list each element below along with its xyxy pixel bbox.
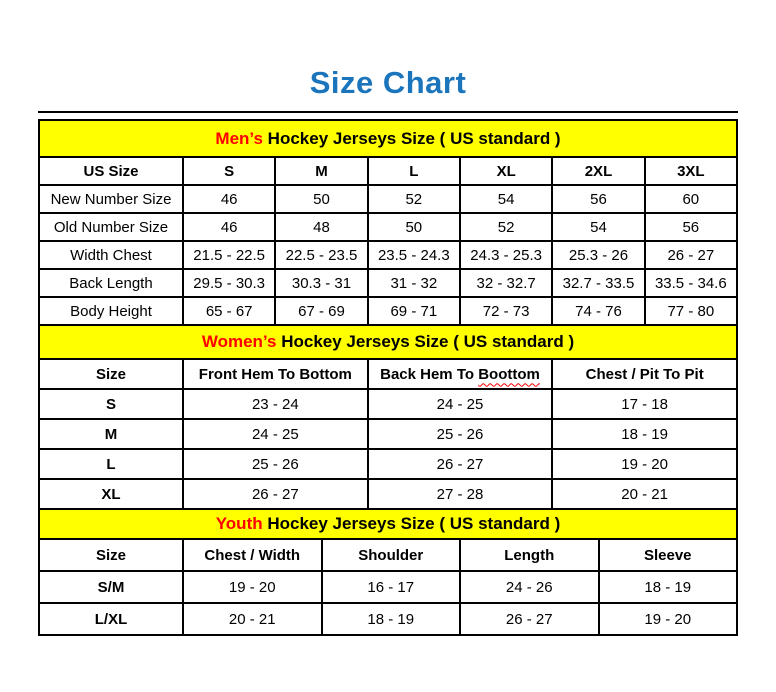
table-cell: 32 - 32.7 — [460, 269, 552, 297]
table-cell: 26 - 27 — [368, 449, 553, 479]
table-cell: 30.3 - 31 — [275, 269, 367, 297]
youth-section-band — [39, 509, 737, 539]
column-header: Sleeve — [599, 539, 738, 571]
table-cell: 32.7 - 33.5 — [552, 269, 644, 297]
table-cell: 18 - 19 — [552, 419, 737, 449]
column-header: 2XL — [552, 157, 644, 185]
table-cell: 56 — [645, 213, 737, 241]
table-cell: 16 - 17 — [322, 571, 461, 603]
table-row — [39, 419, 737, 449]
table-cell: 65 - 67 — [183, 297, 275, 325]
column-header-text: Back Hem To — [380, 365, 479, 383]
table-cell: 69 - 71 — [368, 297, 460, 325]
column-header: Front Hem To Bottom — [183, 359, 368, 389]
row-label: Width Chest — [39, 241, 183, 269]
column-header: S — [183, 157, 275, 185]
table-cell: 26 - 27 — [183, 479, 368, 509]
table-row — [39, 603, 737, 635]
table-cell: 20 - 21 — [183, 603, 322, 635]
womens-section-title-text: Hockey Jerseys Size ( US standard ) — [276, 332, 575, 351]
row-label: Old Number Size — [39, 213, 183, 241]
table-cell: 27 - 28 — [368, 479, 553, 509]
table-cell: 25 - 26 — [183, 449, 368, 479]
table-cell: 24.3 - 25.3 — [460, 241, 552, 269]
mens-header-row — [39, 157, 737, 185]
column-header: 3XL — [645, 157, 737, 185]
womens-header-row — [39, 359, 737, 389]
table-cell: 31 - 32 — [368, 269, 460, 297]
table-cell: 56 — [552, 185, 644, 213]
table-row — [39, 213, 737, 241]
table-cell: 18 - 19 — [599, 571, 738, 603]
table-cell: 24 - 25 — [368, 389, 553, 419]
table-row — [39, 241, 737, 269]
table-cell: 25 - 26 — [368, 419, 553, 449]
youth-section-title-text: Hockey Jerseys Size ( US standard ) — [262, 514, 561, 533]
column-header: Length — [460, 539, 599, 571]
table-cell: 33.5 - 34.6 — [645, 269, 737, 297]
column-header: US Size — [39, 157, 183, 185]
table-cell: 48 — [275, 213, 367, 241]
table-cell: 22.5 - 23.5 — [275, 241, 367, 269]
womens-section-title — [39, 325, 737, 359]
column-header: L — [368, 157, 460, 185]
table-cell: 26 - 27 — [645, 241, 737, 269]
mens-section-title-text: Hockey Jerseys Size ( US standard ) — [262, 128, 561, 148]
table-cell: 50 — [368, 213, 460, 241]
table-cell: 52 — [460, 213, 552, 241]
row-label: L — [39, 449, 183, 479]
column-header: Shoulder — [322, 539, 461, 571]
row-label: S — [39, 389, 183, 419]
table-row — [39, 269, 737, 297]
row-label: New Number Size — [39, 185, 183, 213]
youth-section-title — [39, 509, 737, 539]
table-cell: 50 — [275, 185, 367, 213]
column-header: Size — [39, 359, 183, 389]
misspelled-word: Boottom — [478, 365, 540, 383]
divider-line — [38, 111, 738, 113]
table-cell: 54 — [552, 213, 644, 241]
column-header: Size — [39, 539, 183, 571]
table-cell: 25.3 - 26 — [552, 241, 644, 269]
table-cell: 21.5 - 22.5 — [183, 241, 275, 269]
table-cell: 26 - 27 — [460, 603, 599, 635]
column-header: M — [275, 157, 367, 185]
table-cell: 77 - 80 — [645, 297, 737, 325]
column-header: Chest / Pit To Pit — [552, 359, 737, 389]
table-cell: 29.5 - 30.3 — [183, 269, 275, 297]
youth-header-row — [39, 539, 737, 571]
womens-section-title-accent: Women’s — [201, 332, 277, 351]
table-cell: 17 - 18 — [552, 389, 737, 419]
column-header — [368, 359, 553, 389]
youth-size-table — [38, 508, 738, 636]
youth-section-title-accent: Youth — [215, 514, 263, 533]
womens-section-band — [39, 325, 737, 359]
table-cell: 20 - 21 — [552, 479, 737, 509]
row-label: XL — [39, 479, 183, 509]
table-cell: 18 - 19 — [322, 603, 461, 635]
table-row — [39, 185, 737, 213]
table-cell: 24 - 25 — [183, 419, 368, 449]
table-cell: 46 — [183, 213, 275, 241]
table-cell: 19 - 20 — [599, 603, 738, 635]
table-cell: 72 - 73 — [460, 297, 552, 325]
table-cell: 67 - 69 — [275, 297, 367, 325]
table-cell: 74 - 76 — [552, 297, 644, 325]
table-cell: 19 - 20 — [552, 449, 737, 479]
table-cell: 54 — [460, 185, 552, 213]
table-cell: 60 — [645, 185, 737, 213]
table-cell: 52 — [368, 185, 460, 213]
table-row — [39, 297, 737, 325]
table-row — [39, 571, 737, 603]
mens-size-table — [38, 119, 738, 326]
mens-section-title-accent: Men’s — [215, 128, 263, 148]
mens-section-band — [39, 120, 737, 157]
table-row — [39, 449, 737, 479]
table-row — [39, 389, 737, 419]
table-cell: 23 - 24 — [183, 389, 368, 419]
row-label: M — [39, 419, 183, 449]
mens-section-title — [39, 120, 737, 157]
table-cell: 23.5 - 24.3 — [368, 241, 460, 269]
page-title: Size Chart — [309, 65, 467, 100]
column-header: Chest / Width — [183, 539, 322, 571]
row-label: Back Length — [39, 269, 183, 297]
row-label: Body Height — [39, 297, 183, 325]
column-header: XL — [460, 157, 552, 185]
womens-size-table — [38, 324, 738, 510]
table-row — [39, 479, 737, 509]
table-cell: 24 - 26 — [460, 571, 599, 603]
table-cell: 19 - 20 — [183, 571, 322, 603]
table-cell: 46 — [183, 185, 275, 213]
row-label: L/XL — [39, 603, 183, 635]
row-label: S/M — [39, 571, 183, 603]
